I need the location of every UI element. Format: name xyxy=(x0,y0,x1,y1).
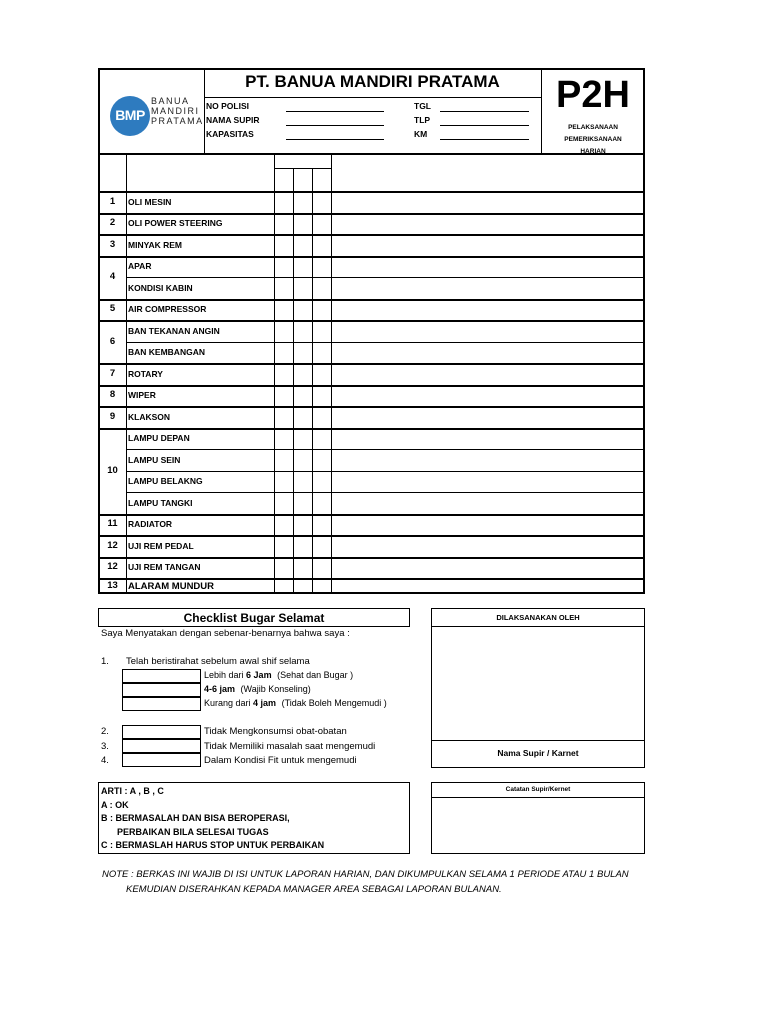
check-cell-b[interactable] xyxy=(294,579,312,593)
remark-cell[interactable] xyxy=(332,192,644,212)
item-label: RADIATOR xyxy=(128,519,173,530)
q3-checkbox[interactable] xyxy=(122,739,201,753)
nama-supir-field[interactable] xyxy=(286,125,384,126)
legend-line: ARTI : A , B , C xyxy=(101,786,164,796)
check-cell-a[interactable] xyxy=(275,407,293,427)
check-cell-a[interactable] xyxy=(275,386,293,406)
option-4-6jam-value: 4-6 jam xyxy=(204,684,236,694)
check-cell-a[interactable] xyxy=(275,214,293,234)
check-cell-a[interactable] xyxy=(275,536,293,556)
footer-note-line2: KEMUDIAN DISERAHKAN KEPADA MANAGER AREA SEBAGAI LAPORAN BULANAN. xyxy=(126,884,502,895)
driver-notes-box xyxy=(431,782,645,854)
item-number: 13 xyxy=(107,580,118,591)
remark-cell[interactable] xyxy=(332,558,644,578)
bugar-q2-number: 2. xyxy=(101,726,109,737)
check-cell-b[interactable] xyxy=(294,364,312,384)
item-number: 4 xyxy=(109,271,116,282)
field-label-tgl: TGL xyxy=(414,101,431,111)
check-cell-b[interactable] xyxy=(294,429,312,449)
check-cell-c[interactable] xyxy=(313,493,331,513)
doc-desc-line: PELAKSANAAN xyxy=(568,124,618,131)
field-label-no-polisi: NO POLISI xyxy=(206,101,249,111)
check-cell-a[interactable] xyxy=(275,192,293,212)
check-cell-a[interactable] xyxy=(275,472,293,492)
doc-desc-line: HARIAN xyxy=(580,148,606,155)
item-label: APAR xyxy=(128,261,152,272)
check-cell-c[interactable] xyxy=(313,192,331,212)
option-4jam-label xyxy=(204,698,387,708)
remark-cell[interactable] xyxy=(332,579,644,593)
option-4jam-value: 4 jam xyxy=(253,698,277,708)
legend-line: A : OK xyxy=(101,799,129,810)
remark-cell[interactable] xyxy=(332,407,644,427)
check-cell-a[interactable] xyxy=(275,558,293,578)
option-6jam-prefix: Lebih dari xyxy=(204,670,244,680)
item-label: ROTARY xyxy=(128,368,163,379)
bugar-q1-number: 1. xyxy=(101,656,109,667)
bugar-q4-number: 4. xyxy=(101,755,109,766)
check-cell-a[interactable] xyxy=(275,364,293,384)
item-number: 8 xyxy=(109,389,116,401)
check-cell-c[interactable] xyxy=(313,429,331,449)
check-cell-b[interactable] xyxy=(294,386,312,406)
signoff-footer: Nama Supir / Karnet xyxy=(497,748,579,758)
check-cell-b[interactable] xyxy=(294,407,312,427)
item-label: ALARAM MUNDUR xyxy=(128,581,215,592)
item-label: UJI REM TANGAN xyxy=(128,562,201,573)
option-6jam-note: (Sehat dan Bugar ) xyxy=(277,670,354,680)
check-cell-c[interactable] xyxy=(313,278,331,298)
item-number: 6 xyxy=(109,335,116,347)
logo-line: BANUA xyxy=(151,96,190,106)
check-cell-a[interactable] xyxy=(275,257,293,277)
item-number: 2 xyxy=(109,217,116,229)
option-6jam-checkbox[interactable] xyxy=(122,669,201,683)
no-polisi-field[interactable] xyxy=(286,111,384,112)
bugar-q3-number: 3. xyxy=(101,741,109,752)
check-cell-b[interactable] xyxy=(294,558,312,578)
item-number: 5 xyxy=(109,303,116,315)
option-4jam-prefix: Kurang dari xyxy=(204,698,251,708)
option-6jam-label xyxy=(204,670,353,680)
option-4-6jam-label xyxy=(204,684,311,694)
bugar-q2-text: Tidak Mengkonsumsi obat-obatan xyxy=(204,726,347,737)
item-number: 3 xyxy=(109,238,116,250)
check-cell-a[interactable] xyxy=(275,515,293,535)
item-label: KLAKSON xyxy=(128,411,171,422)
check-cell-b[interactable] xyxy=(294,450,312,470)
bugar-q3-text: Tidak Memiliki masalah saat mengemudi xyxy=(204,741,376,752)
check-cell-b[interactable] xyxy=(294,278,312,298)
logo-line: PRATAMA xyxy=(151,116,204,126)
item-label: UJI REM PEDAL xyxy=(128,540,194,551)
form-header xyxy=(98,68,645,155)
remark-cell[interactable] xyxy=(332,429,644,449)
doc-desc-line: PEMERIKSANAAN xyxy=(564,136,622,143)
kapasitas-field[interactable] xyxy=(286,139,384,140)
tgl-field[interactable] xyxy=(440,111,529,112)
remark-cell[interactable] xyxy=(332,235,644,255)
check-cell-b[interactable] xyxy=(294,536,312,556)
check-cell-c[interactable] xyxy=(313,343,331,363)
legend-box xyxy=(98,782,410,854)
checklist-table xyxy=(98,154,645,594)
remark-cell[interactable] xyxy=(332,386,644,406)
item-number: 11 xyxy=(107,518,118,530)
check-cell-b[interactable] xyxy=(294,300,312,320)
check-cell-c[interactable] xyxy=(313,579,331,593)
check-cell-c[interactable] xyxy=(313,321,331,341)
check-cell-c[interactable] xyxy=(313,386,331,406)
tlp-field[interactable] xyxy=(440,125,529,126)
check-cell-c[interactable] xyxy=(313,515,331,535)
check-cell-b[interactable] xyxy=(294,235,312,255)
check-cell-a[interactable] xyxy=(275,278,293,298)
logo-mark: BMP xyxy=(115,107,145,123)
check-cell-a[interactable] xyxy=(275,321,293,341)
title-box xyxy=(204,70,542,155)
doc-code: P2H xyxy=(556,74,630,116)
check-cell-a[interactable] xyxy=(275,235,293,255)
driver-notes-area[interactable] xyxy=(432,798,644,853)
check-cell-b[interactable] xyxy=(294,321,312,341)
check-cell-c[interactable] xyxy=(313,300,331,320)
item-number: 7 xyxy=(109,367,116,379)
option-4jam-note: (Tidak Boleh Mengemudi ) xyxy=(281,698,387,708)
item-number: 9 xyxy=(109,410,116,422)
item-label: BAN TEKANAN ANGIN xyxy=(128,325,220,336)
remark-cell[interactable] xyxy=(332,493,644,513)
remark-cell[interactable] xyxy=(332,536,644,556)
company-title: PT. BANUA MANDIRI PRATAMA xyxy=(245,72,500,91)
remark-cell[interactable] xyxy=(332,214,644,234)
km-field[interactable] xyxy=(440,139,529,140)
check-cell-b[interactable] xyxy=(294,472,312,492)
legend-text xyxy=(101,785,324,853)
remark-cell[interactable] xyxy=(332,343,644,363)
legend-line: PERBAIKAN BILA SELESAI TUGAS xyxy=(117,826,269,837)
check-cell-c[interactable] xyxy=(313,472,331,492)
field-label-kapasitas: KAPASITAS xyxy=(206,129,254,139)
check-cell-c[interactable] xyxy=(313,235,331,255)
remark-cell[interactable] xyxy=(332,364,644,384)
item-label: LAMPU TANGKI xyxy=(128,497,193,508)
check-cell-a[interactable] xyxy=(275,493,293,513)
check-cell-b[interactable] xyxy=(294,515,312,535)
remark-cell[interactable] xyxy=(332,450,644,470)
option-6jam-value: 6 Jam xyxy=(246,670,272,680)
check-cell-c[interactable] xyxy=(313,536,331,556)
item-label: MINYAK REM xyxy=(128,239,182,250)
check-cell-c[interactable] xyxy=(313,257,331,277)
check-cell-a[interactable] xyxy=(275,300,293,320)
item-label: LAMPU SEIN xyxy=(128,454,181,465)
item-label: LAMPU DEPAN xyxy=(128,433,190,444)
check-cell-a[interactable] xyxy=(275,343,293,363)
bugar-intro: Saya Menyatakan dengan sebenar-benarnya bahwa saya : xyxy=(101,628,350,639)
item-label: BAN KEMBANGAN xyxy=(128,347,205,358)
item-label: KONDISI KABIN xyxy=(128,282,193,293)
q2-checkbox[interactable] xyxy=(122,725,201,739)
driver-notes-title: Catatan Supir/Kernet xyxy=(505,786,571,793)
item-number: 10 xyxy=(107,464,118,476)
check-cell-c[interactable] xyxy=(313,214,331,234)
remark-cell[interactable] xyxy=(332,472,644,492)
option-4-6jam-checkbox[interactable] xyxy=(122,683,201,697)
check-cell-c[interactable] xyxy=(313,364,331,384)
check-cell-b[interactable] xyxy=(294,214,312,234)
check-cell-c[interactable] xyxy=(313,407,331,427)
legend-line: B : BERMASALAH DAN BISA BEROPERASI, xyxy=(101,813,290,824)
item-number: 1 xyxy=(109,195,116,207)
check-cell-b[interactable] xyxy=(294,257,312,277)
check-cell-a[interactable] xyxy=(275,450,293,470)
option-4-6jam-note: (Wajib Konseling) xyxy=(240,684,311,694)
q4-checkbox[interactable] xyxy=(122,753,201,767)
option-4jam-checkbox[interactable] xyxy=(122,697,201,711)
remark-cell[interactable] xyxy=(332,300,644,320)
item-label: AIR COMPRESSOR xyxy=(128,304,207,315)
item-label: LAMPU BELAKNG xyxy=(128,476,203,487)
bugar-title: Checklist Bugar Selamat xyxy=(183,611,325,625)
item-number: 12 xyxy=(107,561,118,573)
check-cell-b[interactable] xyxy=(294,493,312,513)
item-number: 12 xyxy=(107,539,118,551)
remark-cell[interactable] xyxy=(332,257,644,277)
logo-line: MANDIRI xyxy=(151,106,200,116)
legend-line: C : BERMASLAH HARUS STOP UNTUK PERBAIKAN xyxy=(101,840,325,851)
check-cell-c[interactable] xyxy=(313,558,331,578)
field-label-tlp: TLP xyxy=(414,115,431,125)
field-label-km: KM xyxy=(414,129,428,139)
remark-cell[interactable] xyxy=(332,515,644,535)
check-cell-a[interactable] xyxy=(275,579,293,593)
signoff-box xyxy=(431,608,645,768)
item-label: OLI MESIN xyxy=(128,196,172,207)
check-cell-a[interactable] xyxy=(275,429,293,449)
remark-cell[interactable] xyxy=(332,321,644,341)
logo-circle-icon xyxy=(110,96,150,136)
item-label: WIPER xyxy=(128,390,156,401)
logo-text xyxy=(151,96,204,126)
remark-cell[interactable] xyxy=(332,278,644,298)
bugar-q1-text: Telah beristirahat sebelum awal shif selama xyxy=(126,656,310,667)
doc-description xyxy=(541,122,645,158)
check-cell-b[interactable] xyxy=(294,192,312,212)
signoff-title: DILAKSANAKAN OLEH xyxy=(496,613,580,622)
bugar-title-box xyxy=(98,608,410,627)
check-cell-c[interactable] xyxy=(313,450,331,470)
company-logo xyxy=(100,70,205,155)
field-label-nama-supir: NAMA SUPIR xyxy=(206,115,260,125)
footer-note-line1: NOTE : BERKAS INI WAJIB DI ISI UNTUK LAPORAN HARIAN, DAN DIKUMPULKAN SELAMA 1 PERIODE ATAU 1 BULAN xyxy=(102,869,629,880)
bugar-q4-text: Dalam Kondisi Fit untuk mengemudi xyxy=(204,755,357,766)
doc-code-box xyxy=(541,70,645,155)
signature-area[interactable] xyxy=(432,628,644,740)
item-label: OLI POWER STEERING xyxy=(128,218,223,229)
check-cell-b[interactable] xyxy=(294,343,312,363)
